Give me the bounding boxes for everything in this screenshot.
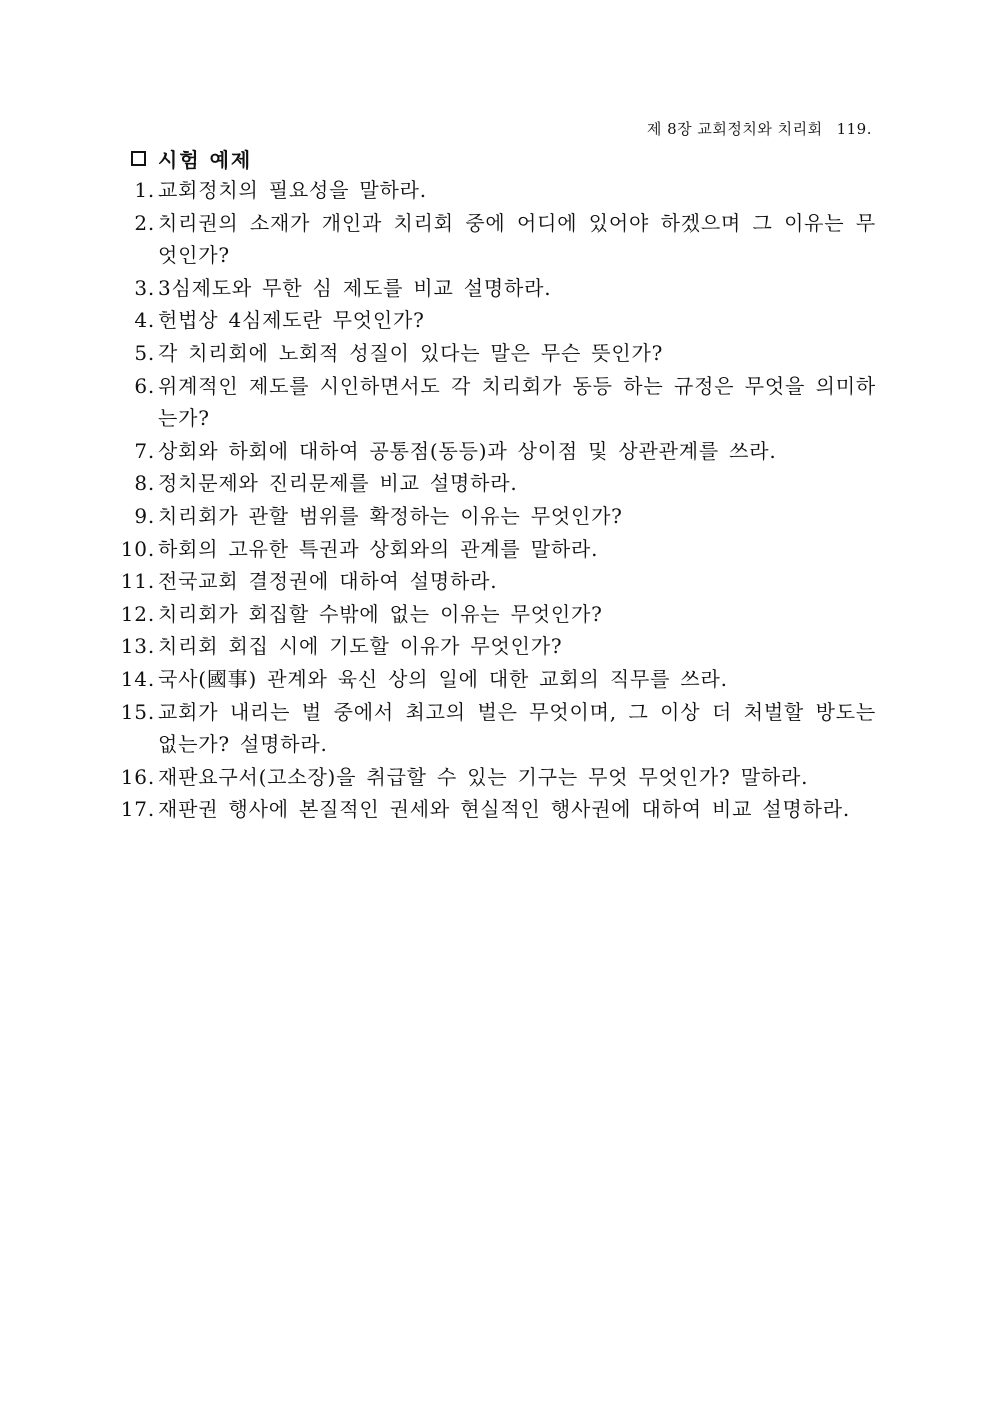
question-text: 헌법상 4심제도란 무엇인가? — [158, 308, 425, 333]
question-text: 3심제도와 무한 심 제도를 비교 설명하라. — [158, 275, 552, 300]
question-text: 치리회가 관할 범위를 확정하는 이유는 무엇인가? — [158, 503, 623, 528]
question-number: 13. — [120, 634, 155, 659]
question-list — [114, 174, 876, 826]
question-text: 정치문제와 진리문제를 비교 설명하라. — [158, 471, 518, 496]
question-item — [114, 630, 876, 663]
question-number: 5. — [134, 340, 155, 365]
question-text: 재판권 행사에 본질적인 권세와 현실적인 행사권에 대하여 비교 설명하라. — [158, 797, 851, 822]
question-number: 4. — [134, 308, 155, 333]
question-number: 7. — [134, 438, 155, 463]
question-number: 17. — [120, 797, 155, 822]
question-item — [114, 174, 876, 207]
question-item — [114, 533, 876, 566]
question-text: 재판요구서(고소장)을 취급할 수 있는 기구는 무엇 무엇인가? 말하라. — [158, 764, 809, 789]
question-number: 15. — [120, 699, 155, 724]
question-item — [114, 598, 876, 631]
question-number: 2. — [134, 210, 155, 235]
square-bullet-icon — [131, 151, 146, 166]
question-number: 8. — [134, 471, 155, 496]
question-number: 14. — [120, 666, 155, 691]
question-item — [114, 565, 876, 598]
question-text: 상회와 하회에 대하여 공통점(동등)과 상이점 및 상관관계를 쓰라. — [158, 438, 777, 463]
question-number: 10. — [120, 536, 155, 561]
question-number: 9. — [134, 503, 155, 528]
question-item — [114, 304, 876, 337]
question-number: 12. — [120, 601, 155, 626]
question-item — [114, 663, 876, 696]
question-item — [114, 467, 876, 500]
question-item — [114, 500, 876, 533]
question-text: 국사(國事) 관계와 육신 상의 일에 대한 교회의 직무를 쓰라. — [158, 666, 728, 691]
chapter-title: 제 8장 교회정치와 치리회 — [646, 120, 823, 138]
question-number: 16. — [120, 764, 155, 789]
question-item — [114, 696, 876, 761]
question-item — [114, 207, 876, 272]
question-text: 하회의 고유한 특권과 상회와의 관계를 말하라. — [158, 536, 599, 561]
question-text: 치리권의 소재가 개인과 치리회 중에 어디에 있어야 하겠으며 그 이유는 무엇인가? — [158, 210, 876, 268]
question-text: 치리회가 회집할 수밖에 없는 이유는 무엇인가? — [158, 601, 603, 626]
question-item — [114, 793, 876, 826]
question-item — [114, 761, 876, 794]
section-heading-text: 시험 예제 — [158, 148, 253, 172]
question-text: 교회정치의 필요성을 말하라. — [158, 178, 427, 202]
question-number: 11. — [120, 569, 155, 594]
page-number: 119. — [836, 120, 872, 138]
question-text: 위계적인 제도를 시인하면서도 각 치리회가 동등 하는 규정은 무엇을 의미하는가? — [158, 373, 876, 431]
question-number: 3. — [134, 275, 155, 300]
question-text: 전국교회 결정권에 대하여 설명하라. — [158, 569, 498, 594]
section-heading — [131, 144, 252, 173]
question-text: 치리회 회집 시에 기도할 이유가 무엇인가? — [158, 634, 563, 659]
question-number: 6. — [134, 373, 155, 398]
question-item — [114, 272, 876, 305]
question-item — [114, 435, 876, 468]
question-item — [114, 370, 876, 435]
question-number: 1. — [134, 178, 155, 202]
question-text: 각 치리회에 노회적 성질이 있다는 말은 무슨 뜻인가? — [158, 340, 664, 365]
running-header — [647, 118, 872, 139]
question-text: 교회가 내리는 벌 중에서 최고의 벌은 무엇이며, 그 이상 더 처벌할 방도는 없는가? 설명하라. — [158, 699, 876, 757]
question-item — [114, 337, 876, 370]
